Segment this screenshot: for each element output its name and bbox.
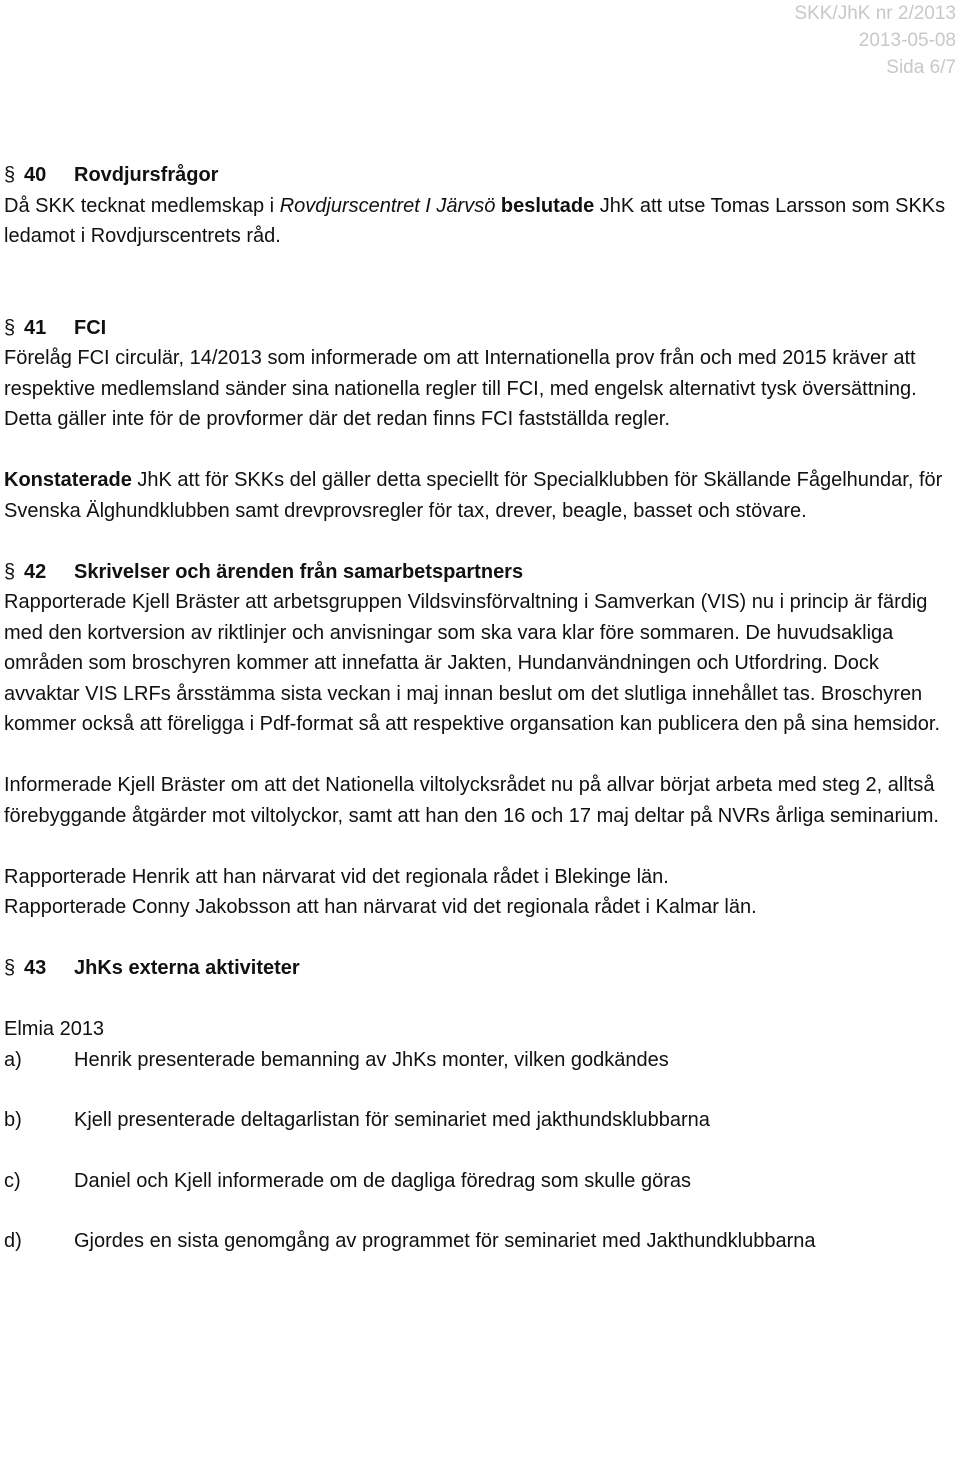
page-header xyxy=(794,0,956,81)
section-43-heading xyxy=(4,953,954,984)
organisation-name: Rovdjurscentret I Järvsö xyxy=(279,194,496,217)
section-number: 41 xyxy=(24,316,47,339)
paragraph-symbol: § xyxy=(4,560,16,583)
list-label: d) xyxy=(4,1230,22,1252)
section-42-paragraph-3a: Rapporterade Henrik att han närvarat vid det regionala rådet i Blekinge län. xyxy=(4,865,669,888)
section-number: 40 xyxy=(24,164,47,186)
list-label: c) xyxy=(4,1169,21,1192)
document-id: SKK/JhK nr 2/2013 xyxy=(794,3,956,24)
section-42-paragraph-2: Informerade Kjell Bräster om att det Nationella viltolycksrådet nu på allvar börjat arbeta med steg 2, alltså förebyggande åtgärder mot viltolyckor, samt att han den 16 och 17 maj deltar på NVRs årliga seminarium. xyxy=(4,774,939,827)
section-title: Skrivelser och ärenden från samarbetspartners xyxy=(74,560,524,583)
section-41-heading xyxy=(4,313,954,344)
document-date: 2013-05-08 xyxy=(858,30,956,51)
list-label: a) xyxy=(4,1048,22,1071)
section-title: Rovdjursfrågor xyxy=(74,164,219,186)
page-number: Sida 6/7 xyxy=(886,57,956,78)
list-item xyxy=(4,1105,954,1136)
list-text: Kjell presenterade deltagarlistan för seminariet med jakthundsklubbarna xyxy=(74,1109,710,1131)
section-41-paragraph-2: Konstaterade JhK att för SKKs del gäller detta speciellt för Specialklubben för Skällande Fågelhundar, för Svenska Älghundklubben samt drevprovsregler för tax, drever, beagle, basset och stövare. xyxy=(4,469,943,522)
section-title: JhKs externa aktiviteter xyxy=(74,957,300,979)
decision-keyword: beslutade xyxy=(500,194,595,217)
document-body xyxy=(4,160,954,1287)
section-title: FCI xyxy=(74,316,107,339)
paragraph-symbol: § xyxy=(4,316,16,339)
decision-keyword: Konstaterade xyxy=(4,469,132,491)
section-43-intro: Elmia 2013 xyxy=(4,1018,105,1040)
list-label: b) xyxy=(4,1109,22,1131)
section-number: 42 xyxy=(24,560,47,583)
section-42-paragraph-3b: Rapporterade Conny Jakobsson att han närvarat vid det regionala rådet i Kalmar län. xyxy=(4,896,757,918)
list-text: Gjordes en sista genomgång av programmet för seminariet med Jakthundklubbarna xyxy=(74,1230,816,1252)
section-40-heading xyxy=(4,160,954,191)
paragraph-symbol: § xyxy=(4,957,16,979)
list-item xyxy=(4,1226,954,1257)
paragraph-symbol: § xyxy=(4,164,16,186)
list-item xyxy=(4,1166,954,1197)
section-42-paragraph-1: Rapporterade Kjell Bräster att arbetsgruppen Vildsvinsförvaltning i Samverkan (VIS) nu i princip är färdig med den kortversion av riktlinjer och anvisningar som ska vara klar före sommaren. De huvudsakliga områden som broschyren kommer att innefatta är Jakten, Hundanvändningen och Utfordring. Dock avvaktar VIS LRFs årsstämma sista veckan i maj innan beslut om det slutliga innehållet tas. Broschyren kommer också att föreligga i Pdf-format så att respektive organsation kan publicera den på sina hemsidor. xyxy=(4,591,941,735)
section-40-paragraph: Då SKK tecknat medlemskap i Rovdjurscentret I Järvsö beslutade JhK att utse Tomas Larsson som SKKs ledamot i Rovdjurscentrets råd. xyxy=(4,194,946,247)
section-41-paragraph-1: Förelåg FCI circulär, 14/2013 som informerade om att Internationella prov från och med 2015 kräver att respektive medlemsland sänder sina nationella regler till FCI, med engelsk alternativt tysk översättning. Detta gäller inte för de provformer där det redan finns FCI fastställda regler. xyxy=(4,347,917,430)
section-number: 43 xyxy=(24,957,47,979)
section-42-heading xyxy=(4,557,954,588)
list-item xyxy=(4,1045,954,1076)
list-text: Daniel och Kjell informerade om de dagliga föredrag som skulle göras xyxy=(74,1169,691,1192)
list-text: Henrik presenterade bemanning av JhKs monter, vilken godkändes xyxy=(74,1048,669,1071)
